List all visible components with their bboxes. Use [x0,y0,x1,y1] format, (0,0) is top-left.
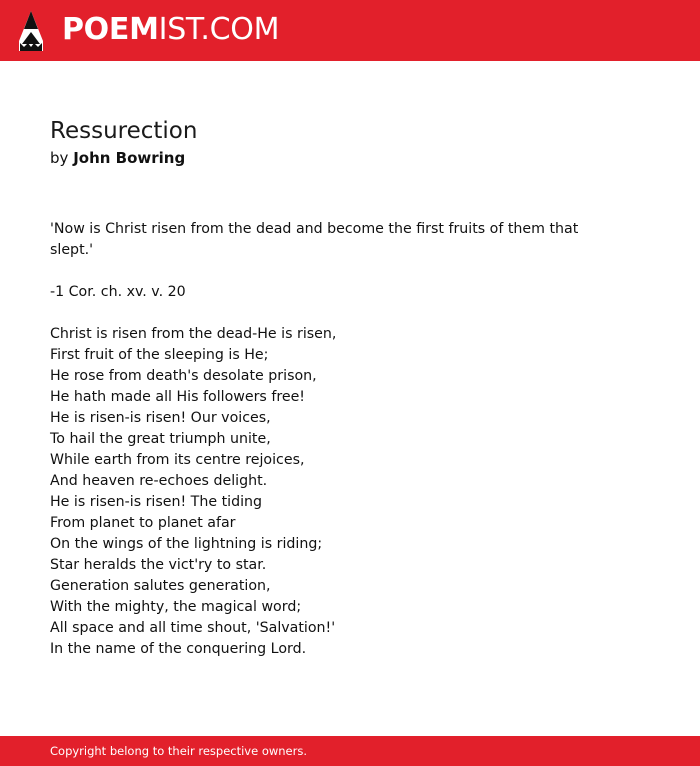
poem-line: Generation salutes generation, [50,578,271,594]
poem-epigraph [50,219,610,261]
poem-byline [50,147,610,169]
copyright-text: Copyright belong to their respective owners. [50,744,308,758]
poem-line: All space and all time shout, 'Salvation!' [50,620,336,636]
poem-line: With the mighty, the magical word; [50,599,302,615]
poem-line: In the name of the conquering Lord. [50,641,307,657]
epigraph-text: 'Now is Christ risen from the dead and become the first fruits of them that slept.' [50,221,579,258]
poem-line: And heaven re-echoes delight. [50,473,268,489]
poem-line: Christ is risen from the dead-He is risen, [50,326,337,342]
reference-text: -1 Cor. ch. xv. v. 20 [50,284,186,300]
poem-verse [50,324,610,660]
poem-line: On the wings of the lightning is riding; [50,536,323,552]
poem-line: He rose from death's desolate prison, [50,368,317,384]
poem-line: He is risen-is risen! The tiding [50,494,263,510]
poem-line: From planet to planet afar [50,515,236,531]
byline-prefix: by [50,149,69,167]
poem-author[interactable]: John Bowring [73,149,186,167]
pencil-tip-icon[interactable] [17,10,45,52]
logo-light-text: IST.COM [158,12,280,47]
site-footer [0,736,700,766]
poem-title: Ressurection [50,118,198,144]
poem-line: While earth from its centre rejoices, [50,452,305,468]
poem-reference [50,282,610,303]
poem-line: To hail the great triumph unite, [50,431,271,447]
poem-line: He is risen-is risen! Our voices, [50,410,271,426]
poem-line: He hath made all His followers free! [50,389,305,405]
poem-line: Star heralds the vict'ry to star. [50,557,267,573]
site-logo[interactable] [62,12,279,48]
logo-strong-text: POEM [62,12,159,47]
poem-body [50,219,610,660]
poem-line: First fruit of the sleeping is He; [50,347,269,363]
site-header [0,0,700,61]
poem-content [50,115,610,660]
